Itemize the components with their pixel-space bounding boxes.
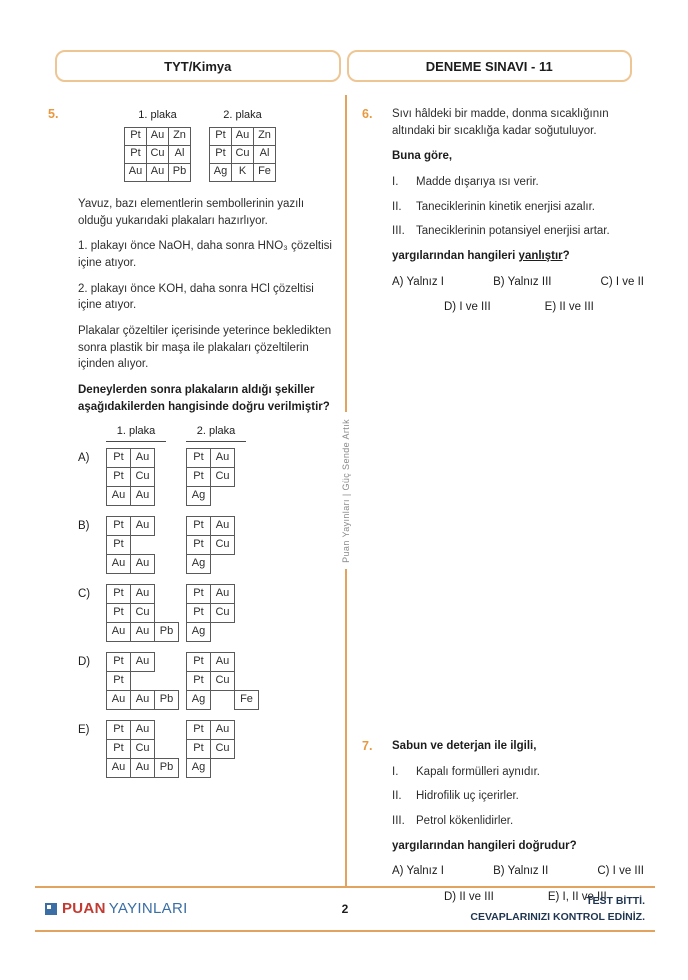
plate-cell: Pt — [106, 720, 131, 740]
plate-row — [186, 603, 235, 623]
answer-option-A — [78, 448, 336, 506]
question-7-number: 7. — [362, 739, 373, 753]
plate-row — [186, 448, 235, 468]
plate-cell: Pb — [168, 163, 191, 182]
question-7-lead: Sabun ve deterjan ile ilgili, — [392, 740, 537, 752]
question-5-options — [78, 448, 336, 778]
question-5-body — [78, 106, 336, 788]
roman-item-text: Taneciklerinin potansiyel enerjisi artar. — [416, 225, 610, 238]
plate-row — [186, 739, 235, 759]
plate-row — [106, 758, 186, 778]
divider-line-top — [345, 95, 347, 412]
stem-prefix: yargılarından hangileri — [392, 250, 519, 263]
plate-row — [124, 145, 191, 164]
roman-item — [392, 813, 644, 830]
plate-cell: Pt — [106, 516, 131, 536]
plate-label: 2. plaka — [223, 109, 262, 121]
roman-item — [392, 788, 644, 805]
option-plate2 — [186, 584, 235, 642]
plate-grid — [186, 584, 235, 642]
plate-cell: Pt — [124, 145, 147, 164]
footer-row — [35, 888, 655, 931]
plate-row — [106, 467, 186, 487]
option-plate1 — [106, 448, 186, 506]
plate-cell: Cu — [210, 671, 235, 691]
plate-row — [106, 671, 186, 691]
question-5-number: 5. — [48, 107, 59, 121]
plate-cell: Ag — [186, 690, 211, 710]
plate-cell: Cu — [210, 603, 235, 623]
logo-secondary-text: YAYINLARI — [108, 900, 188, 918]
option-letter: C) — [78, 588, 91, 601]
question-7-stem: yargılarından hangileri doğrudur? — [392, 839, 577, 852]
plate-grid — [106, 720, 186, 778]
plate-row — [186, 467, 235, 487]
options-header-plate2: 2. plaka — [186, 424, 246, 442]
plate-cell: Cu — [210, 535, 235, 555]
plate-cell: Au — [106, 622, 131, 642]
answer-option: A) Yalnız I — [392, 865, 444, 878]
plate-cell: Au — [210, 584, 235, 604]
plate-cell: Pt — [106, 652, 131, 672]
plate-grid — [106, 652, 186, 710]
question-6 — [362, 106, 644, 325]
plate-cell: Au — [130, 486, 155, 506]
plate-row — [124, 127, 191, 146]
question-6-body — [392, 106, 644, 325]
roman-numeral: I. — [392, 765, 399, 778]
roman-item-text: Taneciklerinin kinetik enerjisi azalır. — [416, 200, 595, 213]
plate-row — [209, 145, 276, 164]
plate-grid — [186, 516, 235, 574]
roman-item-text: Hidrofilik uç içerirler. — [416, 790, 519, 803]
answer-option: A) Yalnız I — [392, 275, 444, 288]
question-6-items — [392, 174, 644, 240]
plate-cell: Pt — [209, 145, 232, 164]
plate-row — [106, 535, 186, 555]
option-letter: B) — [78, 520, 90, 533]
question-6-answers-row1 — [392, 274, 644, 291]
question-5-paragraph: 1. plakayı önce NaOH, daha sonra HNO₃ çözeltisi içine atıyor. — [78, 240, 332, 269]
answer-option-D — [78, 652, 336, 710]
option-plate2 — [186, 516, 235, 574]
answer-option: D) I ve III — [444, 301, 491, 314]
option-letter: A) — [78, 452, 90, 465]
question-5-paragraph: 2. plakayı önce KOH, daha sonra HCl çözeltisi içine atıyor. — [78, 282, 314, 312]
plate-row — [106, 622, 186, 642]
option-plate2 — [186, 652, 259, 710]
plate-cell: Cu — [130, 467, 155, 487]
roman-numeral: II. — [392, 790, 402, 803]
roman-item-text: Kapalı formülleri aynıdır. — [416, 765, 541, 778]
plate-cell: Pt — [186, 467, 211, 487]
plate-row — [186, 535, 235, 555]
plate-label: 1. plaka — [138, 109, 177, 121]
plate-cell: Pt — [106, 603, 131, 623]
question-5-options-header — [78, 424, 336, 442]
plate-cell — [210, 690, 235, 710]
plate-cell: Au — [130, 448, 155, 468]
option-plate1 — [106, 516, 186, 574]
plate-row — [186, 622, 235, 642]
answer-option: B) Yalnız III — [493, 275, 552, 288]
plate-grid — [186, 720, 235, 778]
plate-row — [186, 690, 259, 710]
plate-cell: Pt — [186, 516, 211, 536]
plate-cell: Cu — [231, 145, 254, 164]
plate-cell: Au — [146, 127, 169, 146]
plate-cell: Pt — [106, 448, 131, 468]
answer-option: C) I ve III — [597, 865, 644, 878]
roman-numeral: II. — [392, 200, 402, 213]
plate-group — [209, 108, 276, 182]
plate-cell: Pt — [186, 603, 211, 623]
question-5-paragraphs — [78, 196, 336, 373]
option-plate1 — [106, 584, 186, 642]
plate-row — [209, 127, 276, 146]
answer-option: E) II ve III — [544, 301, 594, 314]
answer-option: C) I ve II — [600, 275, 644, 288]
plate-cell: Cu — [130, 739, 155, 759]
plate-cell: Cu — [130, 603, 155, 623]
plate-grid — [186, 448, 235, 506]
question-6-stem — [392, 248, 644, 265]
plate-cell: Pt — [186, 652, 211, 672]
plate-row — [106, 720, 186, 740]
stem-suffix: ? — [562, 250, 570, 263]
roman-item-text: Madde dışarıya ısı verir. — [416, 176, 539, 189]
plate-cell: Ag — [186, 758, 211, 778]
answer-option-B — [78, 516, 336, 574]
plate-cell: Pt — [186, 739, 211, 759]
plate-cell: Pb — [154, 622, 179, 642]
option-plate1 — [106, 652, 186, 710]
option-letter: E) — [78, 724, 90, 737]
subject-title: TYT/Kimya — [164, 59, 232, 74]
page-header — [55, 50, 632, 82]
plate-cell: Au — [106, 486, 131, 506]
plate-row — [106, 739, 186, 759]
plate-group — [124, 108, 191, 182]
plate-cell: Al — [168, 145, 191, 164]
plate-cell: Au — [210, 720, 235, 740]
plate-cell: Pt — [106, 671, 131, 691]
exam-title-box — [347, 50, 633, 82]
page-footer — [35, 886, 655, 932]
plate-cell: Au — [130, 554, 155, 574]
plate-grid — [106, 516, 186, 574]
roman-item — [392, 199, 644, 216]
plate-row — [186, 671, 259, 691]
plate-cell: Pb — [154, 690, 179, 710]
plate-row — [186, 720, 235, 740]
question-7-items — [392, 764, 644, 830]
plate-cell: Pt — [106, 584, 131, 604]
plate-cell: Pb — [154, 758, 179, 778]
plate-cell: Au — [130, 516, 155, 536]
plate-cell: Ag — [209, 163, 232, 182]
plate-cell: Cu — [146, 145, 169, 164]
answer-option-E — [78, 720, 336, 778]
plate-cell: Au — [130, 720, 155, 740]
left-column — [48, 106, 336, 788]
plate-grid — [124, 127, 191, 182]
roman-item — [392, 174, 644, 191]
answer-option-C — [78, 584, 336, 642]
test-end-line2: CEVAPLARINIZI KONTROL EDİNİZ. — [470, 910, 645, 923]
plate-row — [106, 554, 186, 574]
plate-cell: Pt — [186, 535, 211, 555]
plate-cell: Au — [231, 127, 254, 146]
plate-row — [106, 652, 186, 672]
plate-row — [209, 163, 276, 182]
plate-cell: Au — [106, 690, 131, 710]
page-number: 2 — [341, 901, 349, 916]
question-7-answers-row1 — [392, 863, 644, 880]
question-5-stem: Deneylerden sonra plakaların aldığı şekiller aşağıdakilerden hangisinde doğru verilmiştir? — [78, 383, 330, 413]
option-plate2 — [186, 720, 235, 778]
answer-option: D) II ve III — [444, 891, 494, 904]
plate-row — [106, 486, 186, 506]
question-6-lead: Buna göre, — [392, 150, 453, 163]
plate-row — [186, 758, 235, 778]
plate-cell: Zn — [168, 127, 191, 146]
plate-cell: Fe — [253, 163, 276, 182]
roman-item-text: Petrol kökenlidirler. — [416, 815, 514, 828]
answer-option: B) Yalnız II — [493, 865, 549, 878]
options-header-plate1: 1. plaka — [106, 424, 166, 442]
plate-cell: Zn — [253, 127, 276, 146]
plate-cell: Au — [146, 163, 169, 182]
plate-cell: Al — [253, 145, 276, 164]
footer-rule-bottom — [35, 930, 655, 932]
plate-row — [106, 690, 186, 710]
option-plate1 — [106, 720, 186, 778]
plate-cell: Ag — [186, 622, 211, 642]
plate-cell: Pt — [124, 127, 147, 146]
plate-cell: Au — [210, 516, 235, 536]
plate-row — [106, 516, 186, 536]
plate-cell: Au — [124, 163, 147, 182]
plate-row — [106, 448, 186, 468]
roman-numeral: III. — [392, 225, 405, 238]
test-end-line1: TEST BİTTİ. — [586, 894, 645, 907]
plate-grid — [186, 652, 259, 710]
plate-row — [186, 516, 235, 536]
plate-grid — [106, 584, 186, 642]
plate-cell: Au — [130, 758, 155, 778]
publisher-logo — [45, 900, 188, 917]
plate-row — [124, 163, 191, 182]
plate-cell: Pt — [106, 739, 131, 759]
question-6-intro: Sıvı hâldeki bir madde, donma sıcaklığının altındaki bir sıcaklığa kadar soğutuluyor. — [392, 108, 609, 137]
subject-title-box — [55, 50, 341, 82]
plate-row — [186, 554, 235, 574]
plate-cell: Au — [130, 622, 155, 642]
puan-logo-icon — [45, 903, 57, 915]
plate-cell: K — [231, 163, 254, 182]
plate-cell: Au — [130, 584, 155, 604]
plate-cell: Au — [130, 652, 155, 672]
plate-cell: Fe — [234, 690, 259, 710]
plate-grid — [106, 448, 186, 506]
plate-grid — [209, 127, 276, 182]
plate-row — [106, 603, 186, 623]
question-5 — [48, 106, 336, 788]
column-divider — [338, 95, 354, 886]
plate-row — [186, 652, 259, 672]
answer-option: E) I, II ve III — [547, 891, 607, 904]
plate-row — [186, 584, 235, 604]
exam-title: DENEME SINAVI - 11 — [425, 59, 553, 74]
option-plate2 — [186, 448, 235, 506]
plate-cell: Pt — [106, 535, 131, 555]
plate-cell: Ag — [186, 554, 211, 574]
question-6-number: 6. — [362, 107, 373, 121]
plate-cell: Cu — [210, 467, 235, 487]
plate-cell: Au — [210, 448, 235, 468]
roman-item — [392, 764, 644, 781]
question-5-top-plates — [124, 108, 336, 182]
roman-numeral: III. — [392, 815, 405, 828]
option-letter: D) — [78, 656, 91, 669]
plate-cell: Pt — [186, 671, 211, 691]
plate-cell: Pt — [186, 448, 211, 468]
test-end-notice — [470, 893, 645, 926]
plate-cell: Pt — [209, 127, 232, 146]
plate-row — [186, 486, 235, 506]
plate-cell: Ag — [186, 486, 211, 506]
watermark-vertical-text: Puan Yayınları | Güç Sende Artık — [341, 418, 351, 563]
plate-row — [106, 584, 186, 604]
roman-numeral: I. — [392, 176, 399, 189]
plate-cell: Pt — [106, 467, 131, 487]
plate-cell: Au — [106, 554, 131, 574]
logo-primary-text: PUAN — [62, 900, 106, 918]
stem-underlined: yanlıştır — [518, 250, 563, 263]
plate-cell: Pt — [186, 584, 211, 604]
question-5-paragraph: Yavuz, bazı elementlerin sembollerinin yazılı olduğu yukarıdaki plakaları hazırlıyor. — [78, 197, 305, 227]
plate-cell: Pt — [186, 720, 211, 740]
plate-cell: Au — [130, 690, 155, 710]
plate-cell: Cu — [210, 739, 235, 759]
plate-cell: Au — [106, 758, 131, 778]
question-6-answers-row2 — [392, 299, 644, 316]
plate-cell: Au — [210, 652, 235, 672]
divider-line-bottom — [345, 569, 347, 886]
question-5-paragraph: Plakalar çözeltiler içerisinde yeterince bekledikten sonra plastik bir maşa ile plakaları çözeltilerin içinden alıyor. — [78, 324, 332, 371]
roman-item — [392, 223, 644, 240]
